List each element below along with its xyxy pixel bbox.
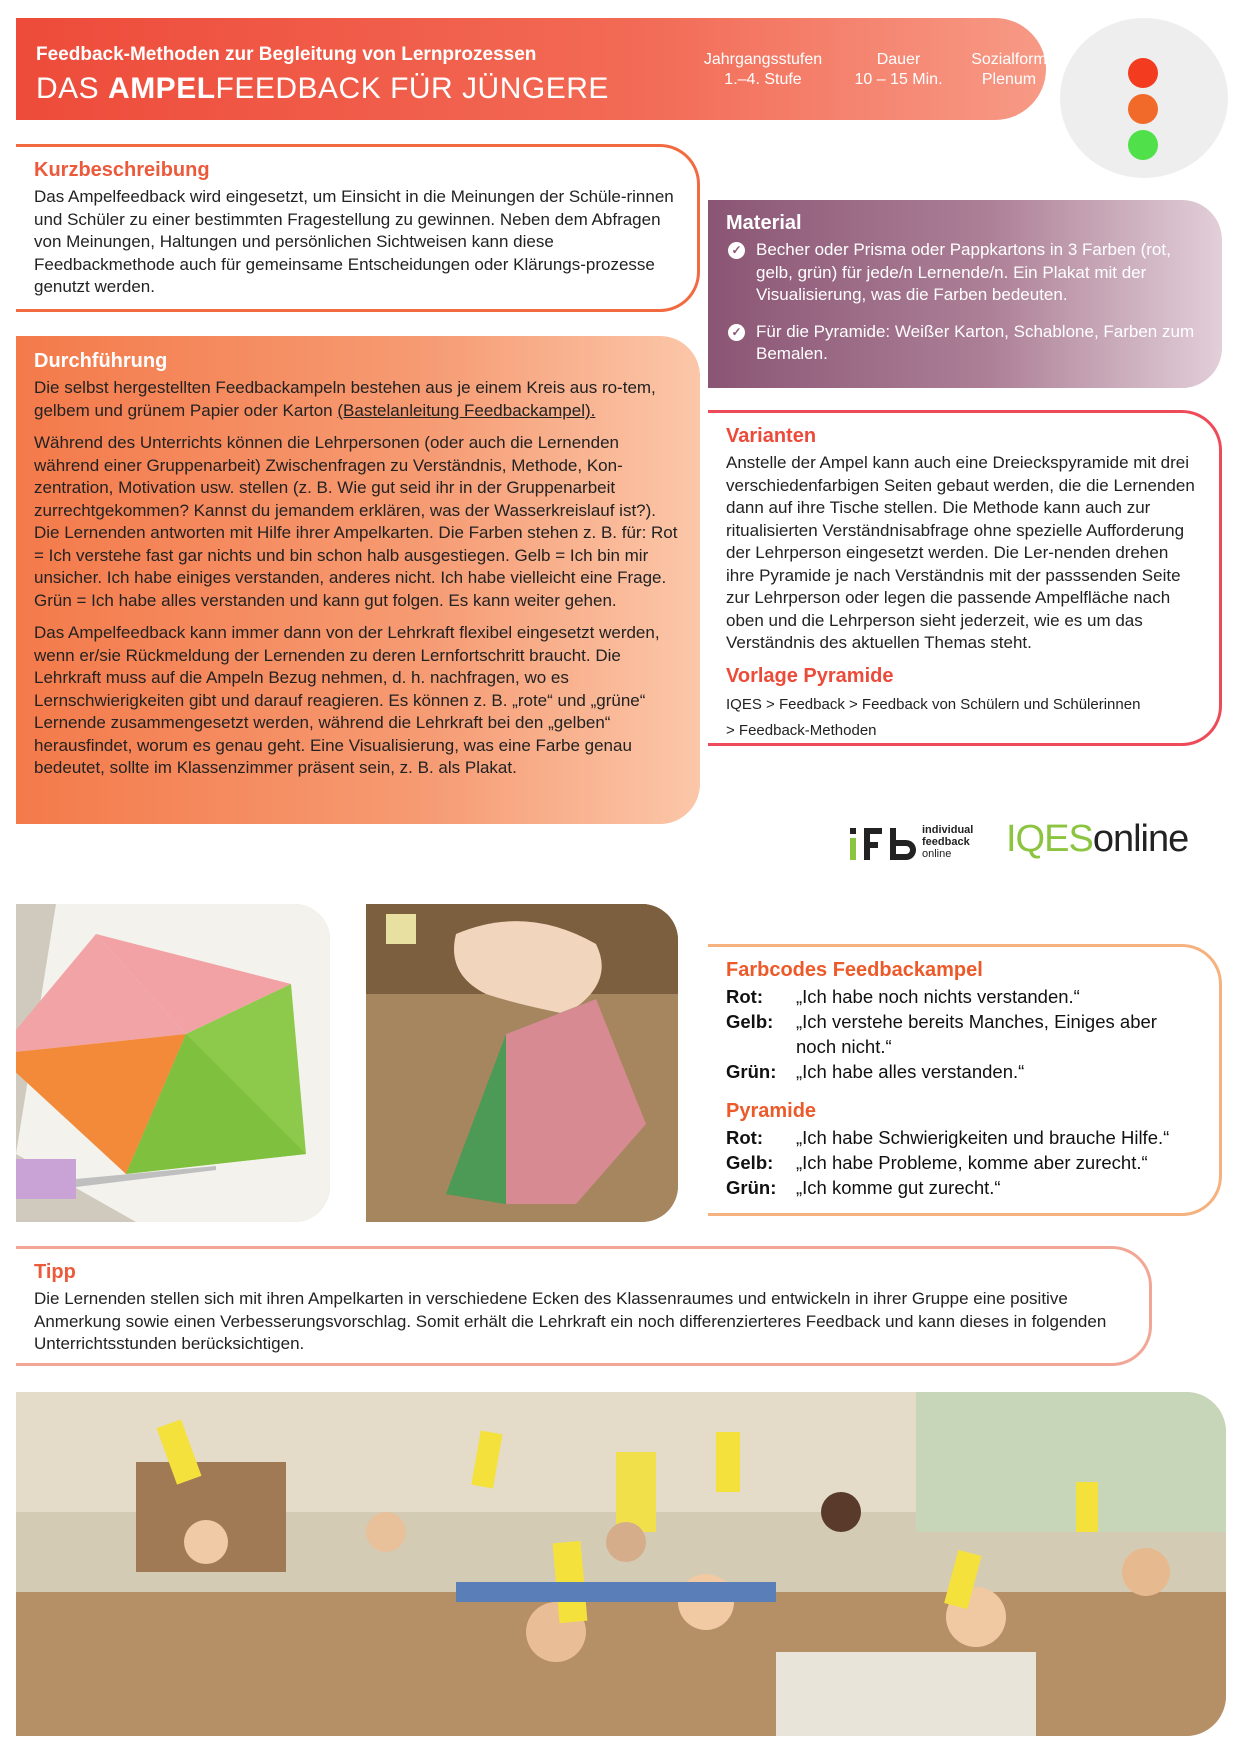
pyramid-code-row: Rot: „Ich habe Schwierigkeiten und brauche Hilfe.“ bbox=[726, 1127, 1170, 1148]
procedure-box bbox=[16, 336, 700, 824]
procedure-paragraph-1: Die selbst hergestellten Feedbackampeln bestehen aus je einem Kreis aus ro-tem, gelbem und grünem Papier oder Karton (Bastelanleitung Feedbackampel). bbox=[34, 378, 656, 420]
pyramid-code-row: Grün: „Ich komme gut zurecht.“ bbox=[726, 1177, 1001, 1198]
traffic-light-icon bbox=[1060, 18, 1228, 178]
pyramid-code-row: Gelb: „Ich habe Probleme, komme aber zurecht.“ bbox=[726, 1152, 1148, 1173]
variants-heading: Varianten bbox=[726, 425, 817, 447]
color-code-row: Rot: „Ich habe noch nichts verstanden.“ bbox=[726, 986, 1080, 1007]
meta-duration: Dauer 10 – 15 Min. bbox=[854, 51, 943, 88]
meta-social-form: Sozialform Plenum bbox=[971, 51, 1047, 88]
orange-light bbox=[1128, 94, 1158, 124]
variants-text: Anstelle der Ampel kann auch eine Dreieckspyramide mit drei verschiedenfarbigen Seiten gebaut werden, die die Lernenden dann auf ihre Tische stellen. Die Methode kann auch zur ritualisierten Verständnisabfrage ohne spezielle Aufforderung der Lehrperson eingesetzt werden. Die Ler-nenden drehen ihre Pyramide je nach Verständnis mit der passsenden Seite zur Lehrperson oder legen die passende Ampelfläche nach oben und die Lehrperson sieht jederzeit, wie es um das Verständnis des aktuellen Themas steht. bbox=[726, 453, 1195, 652]
header-banner bbox=[16, 18, 1046, 120]
variants-box bbox=[708, 410, 1222, 746]
color-codes-heading: Farbcodes Feedbackampel bbox=[726, 959, 983, 981]
craft-instructions-link[interactable]: (Bastelanleitung Feedbackampel). bbox=[337, 400, 596, 420]
ifb-logo: individual feedback online bbox=[848, 824, 988, 866]
pyramid-net-photo bbox=[16, 904, 330, 1222]
header-kicker: Feedback-Methoden zur Begleitung von Lernprozessen bbox=[36, 44, 537, 65]
material-item: ✓ Für die Pyramide: Weißer Karton, Schablone, Farben zum Bemalen. bbox=[726, 321, 1202, 366]
check-icon: ✓ bbox=[728, 324, 745, 341]
color-codes-box bbox=[708, 944, 1222, 1216]
green-light bbox=[1128, 130, 1158, 160]
color-code-row: Grün: „Ich habe alles verstanden.“ bbox=[726, 1061, 1025, 1082]
template-path: IQES > Feedback > Feedback von Schülern und Schülerinnen > Feedback-Methoden bbox=[726, 695, 1141, 739]
color-code-row: Gelb: „Ich verstehe bereits Manches, Einiges aber noch nicht.“ bbox=[726, 1011, 1157, 1057]
short-description-box bbox=[16, 144, 700, 312]
meta-grade: Jahrgangsstufen 1.–4. Stufe bbox=[703, 51, 823, 88]
material-heading: Material bbox=[726, 212, 802, 234]
iqes-online-logo: IQESonline bbox=[1006, 818, 1189, 860]
short-description-heading: Kurzbeschreibung bbox=[34, 159, 210, 181]
hand-pyramid-photo bbox=[366, 904, 678, 1222]
classroom-photo bbox=[16, 1392, 1226, 1736]
template-pyramid-heading: Vorlage Pyramide bbox=[726, 664, 894, 687]
page-title: DAS AMPELFEEDBACK FÜR JÜNGERE bbox=[36, 72, 609, 105]
procedure-paragraph-3: Das Ampelfeedback kann immer dann von der Lehrkraft flexibel eingesetzt werden, wenn er/sie Rückmeldung der Lernenden zu deren Lernfortschritt braucht. Die Lehrkraft muss auf die Ampeln Bezug nehmen, d. h. nachfragen, wo es Lernschwierigkeiten gibt und darauf reagieren. Es können z. B. „rote“ und „grüne“ Lernende zusammengesetzt werden, während die Lehrkraft bei den „gelben“ herausfindet, worum es genau geht. Eine Visualisierung, was eine Farbe genau bedeutet, sollte im Klassenzimmer präsent sein, z. B. als Plakat. bbox=[34, 623, 660, 777]
procedure-heading: Durchführung bbox=[34, 350, 168, 372]
tip-text: Die Lernenden stellen sich mit ihren Ampelkarten in verschiedene Ecken des Klassenraumes und entwickeln in ihrer Gruppe eine positive Anmerkung sowie einen Verbesserungsvorschlag. Somit erhält die Lehrkraft ein noch differenzierteres Feedback und kann dieses in folgenden Unterrichtsstunden berücksichtigen. bbox=[34, 1289, 1107, 1353]
tip-box bbox=[16, 1246, 1152, 1366]
short-description-text: Das Ampelfeedback wird eingesetzt, um Einsicht in die Meinungen der Schüle-rinnen und Schüler zu einer bestimmten Fragestellung zu gewinnen. Neben dem Abfragen von Meinungen, Haltungen und persönlichen Sichtweisen kann diese Feedbackmethode auch für gemeinsame Entscheidungen oder Klärungs-prozesse genutzt werden. bbox=[34, 187, 674, 296]
pyramid-heading: Pyramide bbox=[726, 1100, 817, 1122]
material-item: ✓ Becher oder Prisma oder Pappkartons in 3 Farben (rot, gelb, grün) für jede/n Lernende/n. Ein Plakat mit der Visualisierung, was die Farben bedeuten. bbox=[726, 239, 1202, 307]
tip-heading: Tipp bbox=[34, 1261, 76, 1283]
material-box bbox=[708, 200, 1222, 388]
red-light bbox=[1128, 58, 1158, 88]
check-icon: ✓ bbox=[728, 242, 745, 259]
procedure-paragraph-2: Während des Unterrichts können die Lehrpersonen (oder auch die Lernenden während einer Gruppenarbeit) Zwischenfragen zu Verständnis, Methode, Kon-zentration, Motivation usw. stellen (z. B. Wie gut seid ihr in der Gruppenarbeit zurrechtgekommen? Kannst du jemandem erklären, was der Wasserkreislauf ist?). Die Lernenden antworten mit Hilfe ihrer Ampelkarten. Die Farben stehen z. B. für: Rot = Ich verstehe fast gar nichts und bin schon halb ausgestiegen. Gelb = Ich bin mir unsicher. Ich habe einiges verstanden, anderes nicht. Ich habe vielleicht eine Frage. Grün = Ich habe alles verstanden und kann gut folgen. Es kann weiter gehen. bbox=[34, 433, 678, 610]
